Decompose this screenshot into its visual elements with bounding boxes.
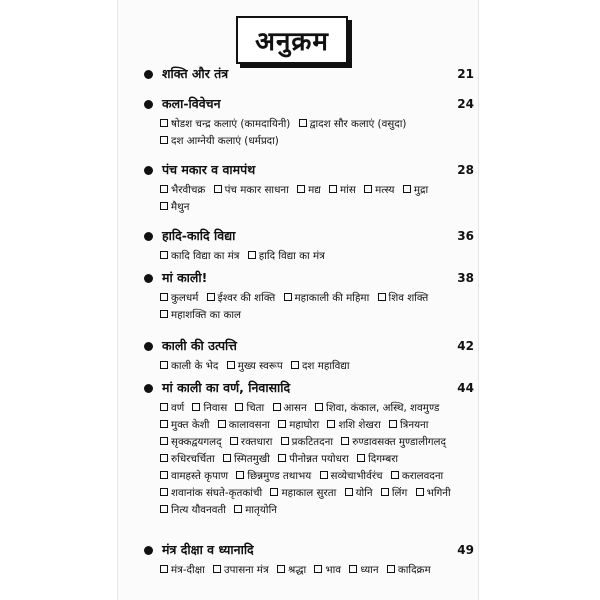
toc-subtopic: [223, 453, 270, 465]
checkbox-square-icon: [160, 202, 168, 210]
toc-heading-row[interactable]: [144, 64, 474, 86]
checkbox-square-icon: [160, 136, 168, 144]
checkbox-square-icon: [381, 488, 389, 496]
toc-subtopic-label: महाघोरा: [289, 419, 320, 431]
toc-page-number: 44: [457, 381, 474, 395]
toc-subtopic: [277, 564, 306, 576]
toc-subtopic: [207, 292, 276, 304]
toc-subtopic: [160, 360, 218, 372]
toc-subtopic-label: मद्य: [308, 184, 321, 196]
toc-subtopic-label: शिवा, कंकाल, अस्थि, शवमुण्ड: [325, 402, 440, 414]
toc-subtopic-label: षोडश चन्द्र कलाएं (कामदायिनी): [171, 118, 291, 130]
toc-subtopic: [284, 292, 370, 304]
toc-heading: शक्ति और तंत्र: [162, 66, 229, 81]
toc-subtopic-label: मातृयोनि: [245, 504, 277, 516]
toc-subtopic-label: आसन: [283, 402, 307, 414]
toc-subtopic-label: पंच मकार साधना: [224, 184, 289, 196]
toc-page-number: 21: [457, 67, 474, 81]
checkbox-square-icon: [320, 471, 328, 479]
toc-subtopic: [278, 453, 349, 465]
toc-heading: हादि-कादि विद्या: [162, 228, 236, 243]
toc-section: [144, 94, 474, 150]
toc-subtopic-label: सृक्कद्वयगलद्: [171, 436, 222, 448]
toc-subtopic: [160, 436, 222, 448]
toc-subtopics: [160, 358, 464, 375]
checkbox-square-icon: [297, 185, 305, 193]
toc-subtopic: [357, 453, 398, 465]
bullet-icon: [144, 70, 153, 79]
toc-subtopic-label: कुलधर्म: [171, 292, 199, 304]
toc-heading: मां काली का वर्ण, निवासादि: [162, 380, 291, 395]
toc-heading: कला-विवेचन: [162, 96, 221, 111]
toc-subtopic: [218, 419, 270, 431]
toc-subtopic-label: उपासना मंत्र: [224, 564, 269, 576]
toc-page-number: 24: [457, 97, 474, 111]
toc-page-number: 42: [457, 339, 474, 353]
toc-heading: मंत्र दीक्षा व ध्यानादि: [162, 542, 254, 557]
checkbox-square-icon: [230, 437, 238, 445]
toc-subtopic-label: करालवदना: [401, 470, 444, 482]
checkbox-square-icon: [160, 403, 168, 411]
checkbox-square-icon: [357, 454, 365, 462]
bullet-icon: [144, 100, 153, 109]
toc-page-number: 28: [457, 163, 474, 177]
checkbox-square-icon: [315, 403, 323, 411]
toc-subtopic-label: दश आग्नेयी कलाएं (धर्मप्रदा): [171, 135, 279, 147]
toc-subtopic-label: सव्येचाभीर्वरंच: [330, 470, 383, 482]
toc-subtopic: [315, 402, 439, 414]
checkbox-square-icon: [160, 293, 168, 301]
toc-section: [144, 226, 474, 265]
bullet-icon: [144, 232, 153, 241]
toc-section: [144, 540, 474, 579]
toc-page-number: 38: [457, 271, 474, 285]
checkbox-square-icon: [192, 403, 200, 411]
checkbox-square-icon: [403, 185, 411, 193]
toc-subtopic: [160, 201, 189, 213]
toc-subtopic: [160, 453, 215, 465]
toc-subtopic: [273, 402, 307, 414]
checkbox-square-icon: [207, 293, 215, 301]
toc-subtopic: [234, 504, 277, 516]
toc-subtopic-label: मत्स्य: [375, 184, 395, 196]
toc-subtopic-label: भाव: [325, 564, 342, 576]
toc-subtopic: [160, 564, 205, 576]
bullet-icon: [144, 384, 153, 393]
toc-subtopic-label: दिगम्बरा: [368, 453, 399, 465]
toc-subtopic: [387, 564, 431, 576]
toc-subtopic: [349, 564, 378, 576]
toc-subtopic-label: काली के भेद: [171, 360, 219, 372]
checkbox-square-icon: [281, 437, 289, 445]
checkbox-square-icon: [223, 454, 231, 462]
toc-subtopic-label: रक्तधारा: [240, 436, 273, 448]
bullet-icon: [144, 546, 153, 555]
toc-subtopic-label: नित्य यौवनवती: [171, 504, 226, 516]
toc-subtopics: [160, 116, 464, 150]
page-title: अनुक्रम: [255, 27, 329, 57]
checkbox-square-icon: [160, 437, 168, 445]
checkbox-square-icon: [387, 565, 395, 573]
checkbox-square-icon: [341, 437, 349, 445]
toc-heading-row[interactable]: [144, 540, 474, 562]
toc-heading-row[interactable]: [144, 378, 474, 400]
bullet-icon: [144, 166, 153, 175]
toc-subtopic: [160, 470, 228, 482]
toc-subtopic-label: भगिनी: [426, 487, 451, 499]
checkbox-square-icon: [213, 565, 221, 573]
toc-subtopic: [299, 118, 407, 130]
toc-page-number: 36: [457, 229, 474, 243]
checkbox-square-icon: [314, 565, 322, 573]
checkbox-square-icon: [416, 488, 424, 496]
checkbox-square-icon: [160, 454, 168, 462]
toc-subtopic-label: मांस: [340, 184, 356, 196]
toc-subtopic: [160, 487, 262, 499]
toc-subtopic: [213, 564, 269, 576]
toc-subtopic: [235, 402, 264, 414]
toc-subtopic-label: रुधिरचर्चिता: [171, 453, 215, 465]
toc-subtopic: [214, 184, 289, 196]
checkbox-square-icon: [236, 471, 244, 479]
toc-subtopic-label: दश महाविद्या: [301, 360, 350, 372]
toc-subtopic-label: महाशक्ति का काल: [171, 309, 242, 321]
toc-subtopic: [341, 436, 446, 448]
toc-heading-row[interactable]: [144, 94, 474, 116]
toc-subtopic-label: प्रकटितदना: [291, 436, 334, 448]
checkbox-square-icon: [299, 119, 307, 127]
toc-subtopic-label: चिता: [246, 402, 265, 414]
toc-subtopic-label: कादिक्रम: [397, 564, 431, 576]
toc-subtopic-label: महाकाली की महिमा: [294, 292, 370, 304]
toc-heading: काली की उत्पत्ति: [162, 338, 237, 353]
toc-heading-row[interactable]: [144, 336, 474, 358]
checkbox-square-icon: [278, 454, 286, 462]
toc-subtopic-label: त्रिनयना: [400, 419, 429, 431]
toc-section: [144, 336, 474, 375]
checkbox-square-icon: [327, 420, 335, 428]
checkbox-square-icon: [345, 488, 353, 496]
toc-page-number: 49: [457, 543, 474, 557]
toc-subtopic: [160, 184, 205, 196]
checkbox-square-icon: [160, 310, 168, 318]
toc-subtopic: [297, 184, 321, 196]
bullet-icon: [144, 342, 153, 351]
checkbox-square-icon: [160, 251, 168, 259]
toc-subtopic-label: मुक्त केशी: [171, 419, 210, 431]
toc-subtopic: [160, 292, 198, 304]
toc-subtopic-label: पीनोन्नत पयोधरा: [289, 453, 349, 465]
toc-subtopic-label: वामहस्ते कृपाण: [171, 470, 229, 482]
checkbox-square-icon: [160, 361, 168, 369]
toc-section: [144, 268, 474, 324]
title-box: [236, 16, 348, 64]
toc-subtopic: [160, 118, 290, 130]
toc-subtopic: [236, 470, 311, 482]
toc-subtopic: [381, 487, 407, 499]
toc-heading: मां काली!: [162, 270, 208, 285]
toc-subtopic: [281, 436, 333, 448]
toc-subtopic: [160, 135, 279, 147]
toc-subtopic: [160, 402, 184, 414]
toc-subtopic: [230, 436, 272, 448]
toc-subtopic-label: शशि शेखरा: [338, 419, 381, 431]
toc-section: [144, 160, 474, 216]
checkbox-square-icon: [364, 185, 372, 193]
toc-subtopic: [345, 487, 373, 499]
toc-heading-row[interactable]: [144, 268, 474, 290]
toc-subtopic-label: स्मितमुखी: [233, 453, 270, 465]
toc-subtopic-label: छिन्नमुण्ड तथाभय: [247, 470, 312, 482]
toc-heading: पंच मकार व वामपंथ: [162, 162, 256, 177]
toc-section: [144, 378, 474, 519]
toc-subtopic-label: शवानांक संघते-कृतकांची: [171, 487, 263, 499]
toc-subtopic: [314, 564, 341, 576]
toc-subtopic: [160, 309, 241, 321]
toc-subtopic-label: ध्यान: [360, 564, 379, 576]
checkbox-square-icon: [160, 185, 168, 193]
toc-subtopic: [160, 504, 226, 516]
checkbox-square-icon: [227, 361, 235, 369]
toc-subtopic: [378, 292, 429, 304]
checkbox-square-icon: [389, 420, 397, 428]
checkbox-square-icon: [234, 505, 242, 513]
toc-subtopic: [329, 184, 356, 196]
toc-subtopic: [389, 419, 428, 431]
checkbox-square-icon: [160, 471, 168, 479]
toc-subtopic: [320, 470, 383, 482]
toc-subtopic-label: मंत्र-दीक्षा: [171, 564, 205, 576]
toc-subtopic-label: शिव शक्ति: [388, 292, 429, 304]
bullet-icon: [144, 274, 153, 283]
toc-subtopic-label: मुख्य स्वरूप: [237, 360, 283, 372]
checkbox-square-icon: [278, 420, 286, 428]
checkbox-square-icon: [329, 185, 337, 193]
toc-subtopic-label: भैरवीचक्र: [171, 184, 206, 196]
toc-subtopic: [416, 487, 451, 499]
toc-subtopic-label: कादि विद्या का मंत्र: [171, 250, 240, 262]
book-page: [118, 0, 478, 600]
checkbox-square-icon: [349, 565, 357, 573]
toc-subtopic-label: मैथुन: [171, 201, 190, 213]
toc-subtopic-label: ईश्वर की शक्ति: [217, 292, 276, 304]
toc-subtopic-label: द्वादश सौर कलाएं (वसुदा): [309, 118, 407, 130]
checkbox-square-icon: [248, 251, 256, 259]
toc-subtopic-label: योनि: [355, 487, 373, 499]
toc-subtopics: [160, 400, 464, 519]
toc-subtopics: [160, 290, 464, 324]
toc-heading-row[interactable]: [144, 226, 474, 248]
toc-subtopic-label: हादि विद्या का मंत्र: [258, 250, 325, 262]
toc-subtopic: [364, 184, 394, 196]
toc-subtopic: [391, 470, 443, 482]
toc-subtopic: [160, 250, 240, 262]
checkbox-square-icon: [160, 565, 168, 573]
checkbox-square-icon: [277, 565, 285, 573]
checkbox-square-icon: [160, 119, 168, 127]
toc-subtopic: [278, 419, 319, 431]
toc-subtopic-label: वर्ण: [171, 402, 185, 414]
toc-subtopic-label: रुण्डावसक्त मुण्डालीगलद्: [352, 436, 446, 448]
checkbox-square-icon: [160, 420, 168, 428]
checkbox-square-icon: [291, 361, 299, 369]
toc-subtopic: [160, 419, 209, 431]
checkbox-square-icon: [284, 293, 292, 301]
toc-subtopics: [160, 562, 464, 579]
checkbox-square-icon: [378, 293, 386, 301]
toc-subtopic-label: लिंग: [391, 487, 408, 499]
toc-heading-row[interactable]: [144, 160, 474, 182]
toc-subtopic-label: श्रद्धा: [287, 564, 307, 576]
checkbox-square-icon: [214, 185, 222, 193]
checkbox-square-icon: [160, 488, 168, 496]
toc-subtopic: [227, 360, 283, 372]
toc-subtopic-label: मुद्रा: [413, 184, 429, 196]
toc-subtopics: [160, 248, 464, 265]
toc-subtopic: [192, 402, 227, 414]
toc-subtopics: [160, 182, 464, 216]
toc-subtopic: [248, 250, 325, 262]
checkbox-square-icon: [270, 488, 278, 496]
checkbox-square-icon: [391, 471, 399, 479]
toc-subtopic-label: निवास: [203, 402, 228, 414]
toc-subtopic: [403, 184, 428, 196]
toc-section: [144, 64, 474, 86]
toc-subtopic: [270, 487, 336, 499]
toc-subtopic: [291, 360, 350, 372]
checkbox-square-icon: [235, 403, 243, 411]
checkbox-square-icon: [160, 505, 168, 513]
checkbox-square-icon: [218, 420, 226, 428]
toc-subtopic-label: महाकाल सुरता: [281, 487, 337, 499]
toc-subtopic: [327, 419, 380, 431]
checkbox-square-icon: [273, 403, 281, 411]
toc-subtopic-label: कालावसना: [228, 419, 270, 431]
